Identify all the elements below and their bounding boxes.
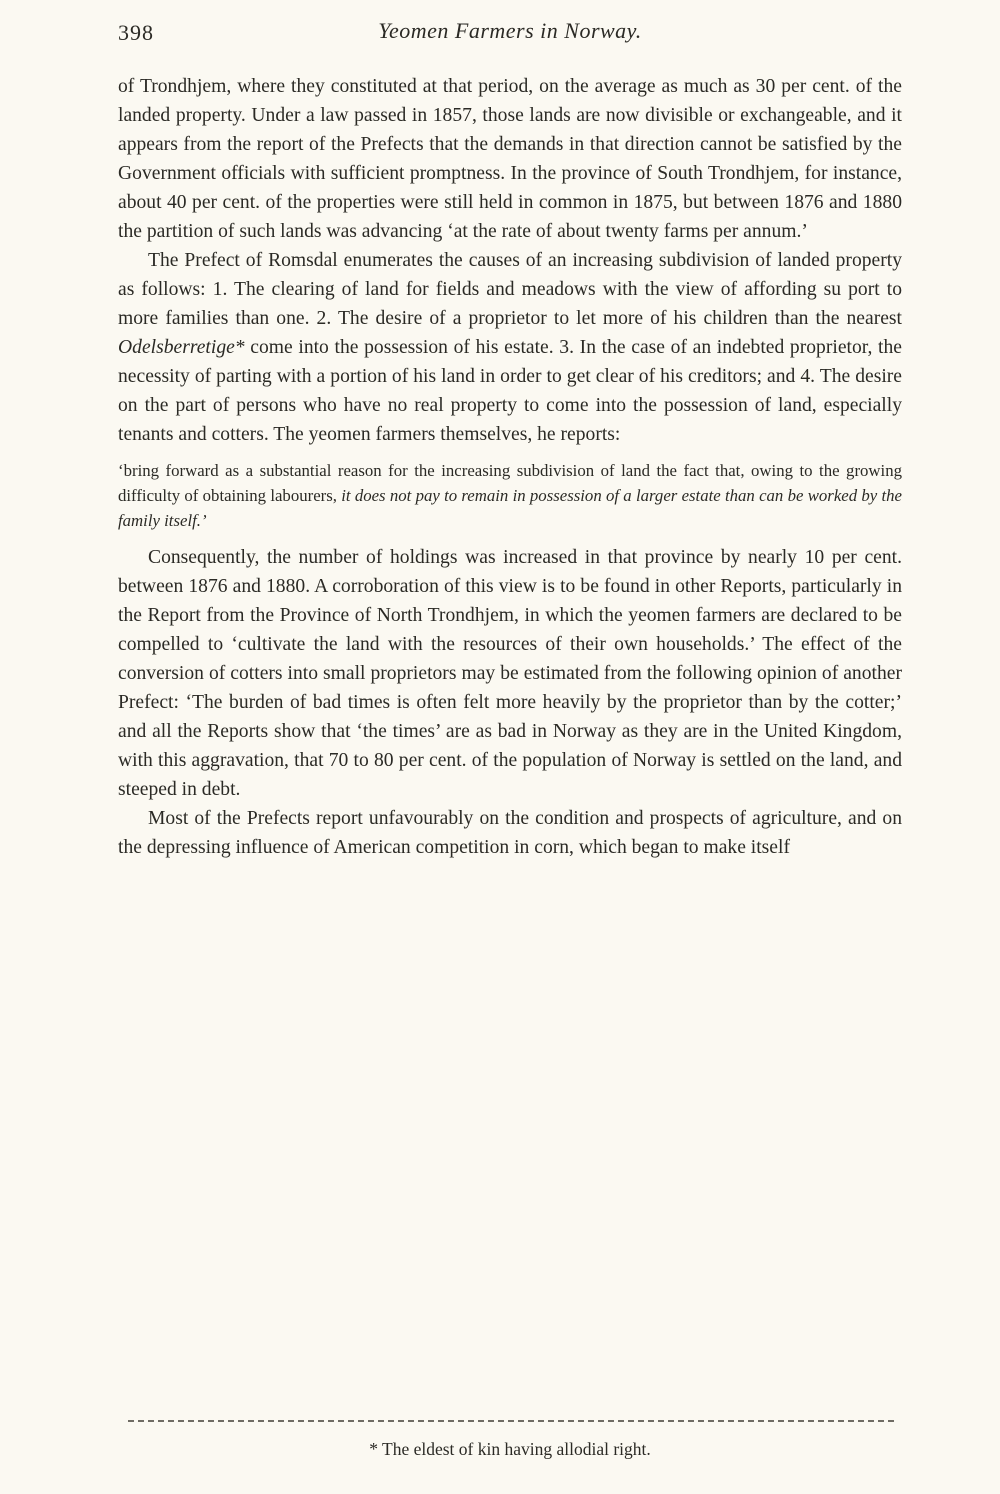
paragraph-1: of Trondhjem, where they constituted at that period, on the average as much as 30 per cent. of the landed property. Under a law passed in 1857, those lands are now divisible or exchangeable, and it appears from the report of the Prefects that the demands in that direction cannot be satisfied by the Government officials with sufficient promptness. In the province of South Trondhjem, for instance, about 40 per cent. of the properties were still held in common in 1875, but between 1876 and 1880 the partition of such lands was advancing ‘at the rate of about twenty farms per annum.’ (118, 76, 902, 242)
paragraph-2 (118, 246, 902, 449)
footnote-area (118, 1414, 902, 1460)
paragraph-2-italic-term: Odelsberretige* (118, 337, 245, 358)
paragraph-4: Most of the Prefects report unfavourably on the condition and prospects of agriculture, and on the depressing influence of American competition in corn, which began to make itself (118, 808, 902, 858)
paragraph-2-text-b: come into the possession of his estate. 3. In the case of an indebted proprietor, the necessity of parting with a portion of his land in order to get clear of his creditors; and 4. The desire on the part of persons who have no real property to come into the possession of land, especially tenants and cotters. The yeomen farmers themselves, he reports: (118, 337, 902, 445)
block-quote-text: ‘bring forward as a substantial reason for the increasing subdivision of land the fact that, owing to the growing difficulty of obtaining labourers, (118, 461, 902, 505)
footnote-text: * The eldest of kin having allodial right. (369, 1439, 651, 1459)
block-quote (118, 458, 902, 533)
paragraph-2-text-a: The Prefect of Romsdal enumerates the causes of an increasing subdivision of landed property as follows: 1. The clearing of land for fields and meadows with the view of affording su port to more families than one. 2. The desire of a proprietor to let more of his children than the nearest (118, 250, 902, 329)
page-number: 398 (118, 20, 154, 45)
running-head (118, 16, 902, 58)
footnote-divider (128, 1420, 894, 1422)
block-quote-italic-text: it does not pay to remain in possession of a larger estate than can be worked by the family itself.’ (118, 486, 902, 530)
running-title: Yeomen Farmers in Norway. (378, 18, 642, 43)
paragraph-3: Consequently, the number of holdings was increased in that province by nearly 10 per cent. between 1876 and 1880. A corroboration of this view is to be found in other Reports, particularly in the Report from the Province of North Trondhjem, in which the yeomen farmers are declared to be compelled to ‘cultivate the land with the resources of their own households.’ The effect of the conversion of cotters into small proprietors may be estimated from the following opinion of another Prefect: ‘The burden of bad times is often felt more heavily by the proprietor than by the cotter;’ and all the Reports show that ‘the times’ are as bad in Norway as they are in the United Kingdom, with this aggravation, that 70 to 80 per cent. of the population of Norway is settled on the land, and steeped in debt. (118, 547, 902, 800)
page-body (118, 72, 902, 862)
